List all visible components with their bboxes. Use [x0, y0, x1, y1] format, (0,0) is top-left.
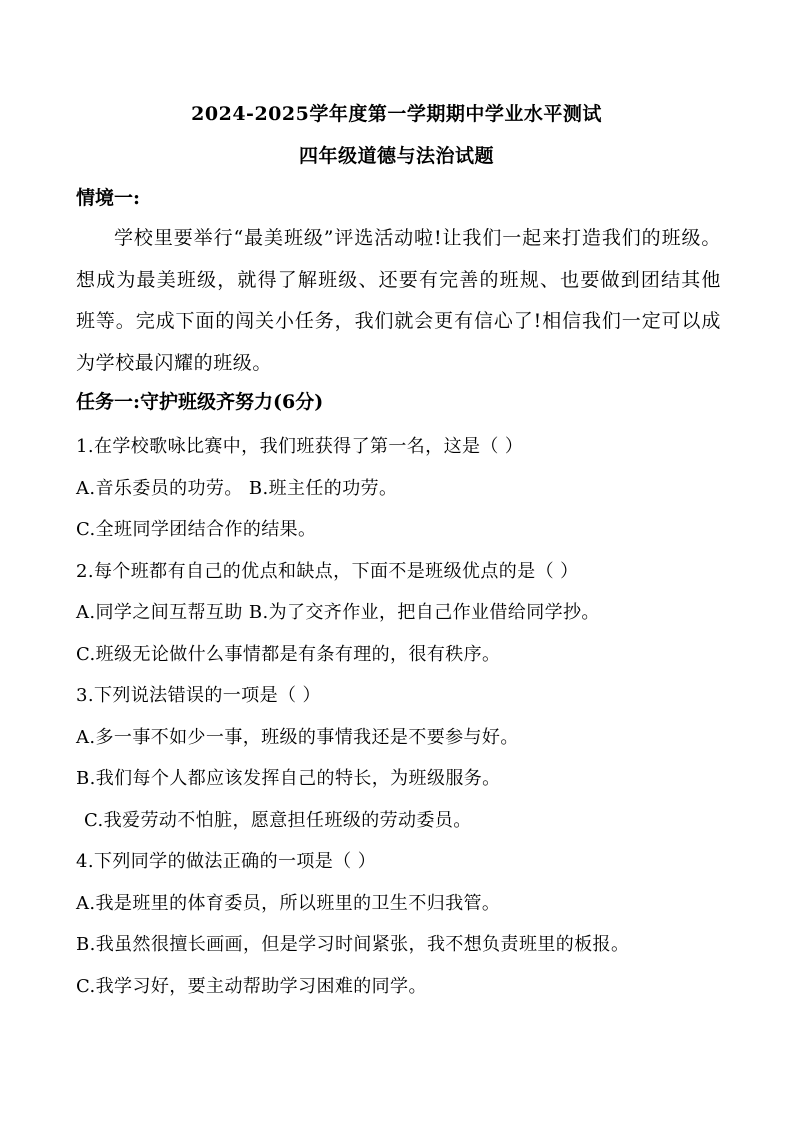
exam-title: 2024-2025学年度第一学期期中学业水平测试: [191, 103, 602, 125]
question-3-stem: 3.下列说法错误的一项是（ ）: [76, 685, 321, 706]
question-1-options-a-b: A.音乐委员的功劳。 B.班主任的功劳。: [76, 478, 398, 499]
intro-paragraph: 学校里要举行“最美班级”评选活动啦!让我们一起来打造我们的班级。想成为最美班级，就得了解班级、还要有完善的班规、也要做到团结其他班等。完成下面的闯关小任务，我们就会更有信心了!相信我们一定可以成为学校最闪耀的班级。: [76, 227, 721, 374]
section-heading: 情境一:: [76, 187, 141, 209]
question-3-option-b: B.我们每个人都应该发挥自己的特长，为班级服务。: [76, 768, 501, 789]
exam-subtitle: 四年级道德与法治试题: [298, 145, 494, 167]
question-3-option-c: C.我爱劳动不怕脏，愿意担任班级的劳动委员。: [84, 810, 472, 831]
question-2-option-c: C.班级无论做什么事情都是有条有理的，很有秩序。: [76, 644, 501, 665]
question-2-stem: 2.每个班都有自己的优点和缺点，下面不是班级优点的是（ ）: [76, 561, 579, 582]
task-heading: 任务一:守护班级齐努力(6分): [76, 391, 324, 413]
question-4-option-a: A.我是班里的体育委员，所以班里的卫生不归我管。: [76, 893, 501, 914]
question-4-stem: 4.下列同学的做法正确的一项是（ ）: [76, 851, 377, 872]
question-1-option-c: C.全班同学团结合作的结果。: [76, 519, 317, 540]
question-4-option-b: B.我虽然很擅长画画，但是学习时间紧张，我不想负责班里的板报。: [76, 934, 630, 955]
question-1-stem: 1.在学校歌咏比赛中，我们班获得了第一名，这是（ ）: [76, 436, 524, 457]
question-4-option-c: C.我学习好，要主动帮助学习困难的同学。: [76, 976, 427, 997]
question-3-option-a: A.多一事不如少一事，班级的事情我还是不要参与好。: [76, 727, 519, 748]
question-2-options-a-b: A.同学之间互帮互助 B.为了交齐作业，把自己作业借给同学抄。: [76, 602, 600, 623]
